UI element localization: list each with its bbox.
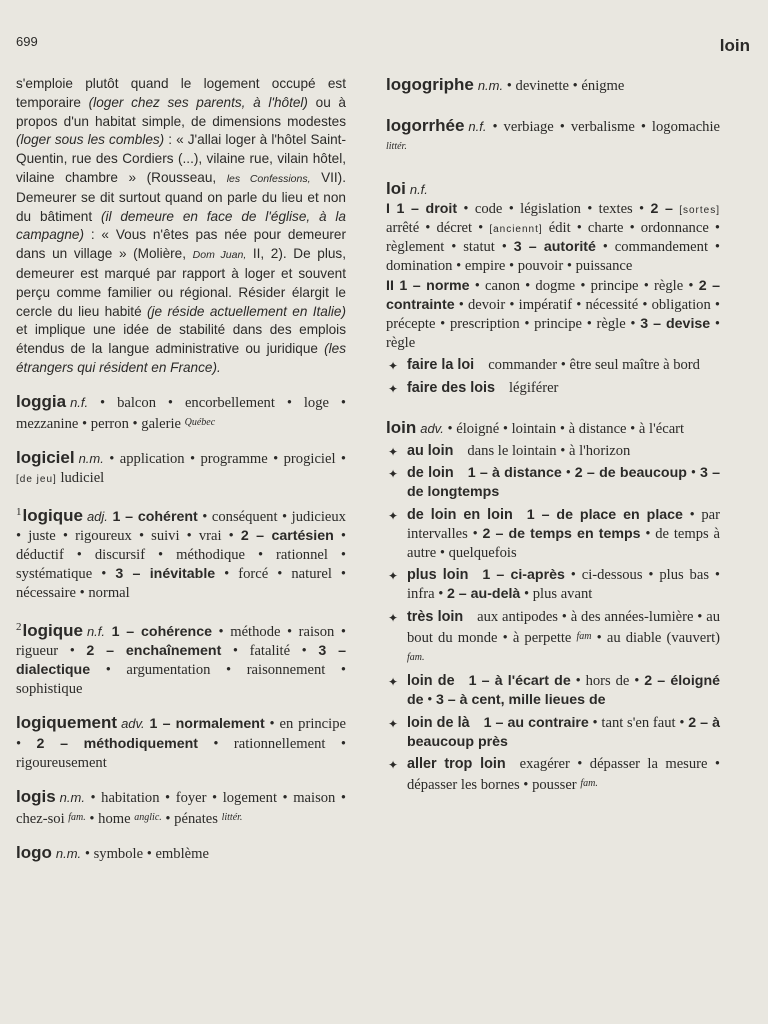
loi-expressions <box>386 356 720 397</box>
definition-text: Dom Juan, <box>192 249 247 262</box>
diamond-bullet-icon: ✦ <box>388 610 399 625</box>
sense-label: 1 – à l'écart de <box>468 673 571 690</box>
definition-text: : « Vous n'êtes pas née pour demeurer dans un village » (Molière, <box>16 227 346 262</box>
headword: loggia <box>16 391 67 411</box>
definition-text: • home <box>85 811 135 828</box>
usage-note: fam. <box>407 652 425 664</box>
sense-label: 1 – de place en place <box>526 506 683 523</box>
diamond-bullet-icon: ✦ <box>388 467 399 482</box>
definition-text: • forcé • naturel • nécessaire • normal <box>16 566 347 602</box>
definition-text: • déductif • discursif • méthodique • rationnel • systématique • <box>16 527 346 583</box>
part-of-speech: n.m. <box>477 78 504 93</box>
definition-text: • devoir • impératif • nécessité • obligation • précepte • prescription • principe • règle • <box>386 296 720 333</box>
definition-text: • habitation • foyer • logement • maison • chez-soi <box>16 790 346 828</box>
definition-text: et implique une idée de stabilité dans des emplois étendus de la langue administrative ou juridique <box>16 322 346 357</box>
part-of-speech: n.f. <box>86 623 106 639</box>
expression <box>386 566 720 604</box>
expression-phrase: aller trop loin <box>407 756 506 773</box>
definition-text: • ci-dessous • plus bas • infra • <box>407 567 720 603</box>
part-of-speech: adv. <box>420 420 444 436</box>
entry-loin-head <box>386 418 720 439</box>
sense-label: II 1 – norme <box>386 277 470 294</box>
sense-label: 2 – éloigné de <box>407 673 720 709</box>
continuation-paragraph <box>16 75 346 378</box>
expression <box>386 608 720 670</box>
part-of-speech: n.m. <box>78 451 104 467</box>
definition-text: exagérer • dépasser la mesure • dépasser les bornes • pousser <box>407 756 720 794</box>
entry-loin <box>386 418 720 796</box>
sense-label: 1 – à distance <box>467 465 562 482</box>
definition-text: les Confessions, <box>226 172 311 185</box>
entry-logiquement <box>16 713 346 773</box>
loi-senses <box>386 200 720 354</box>
definition-text: • hors de • <box>570 673 645 690</box>
entry-logorrhée <box>386 116 720 158</box>
definition-text: • au diable (vauvert) <box>591 629 720 646</box>
definition-text: arrêté • décret • <box>386 220 490 237</box>
definition-text: dans le lointain • à l'horizon <box>467 443 631 460</box>
expression <box>386 755 720 795</box>
usage-note: littér. <box>221 812 243 824</box>
page-number: 699 <box>16 34 38 49</box>
diamond-bullet-icon: ✦ <box>388 675 399 690</box>
diamond-bullet-icon: ✦ <box>388 508 399 523</box>
expression-phrase: faire des lois <box>407 379 495 396</box>
part-of-speech: n.f. <box>468 119 487 135</box>
entry-loi <box>386 179 720 200</box>
part-of-speech: adj. <box>86 508 108 524</box>
headword: logo <box>16 843 52 863</box>
sense-label: 2 – à beaucoup près <box>407 714 720 750</box>
definition-text: ludiciel <box>56 470 105 487</box>
definition-text: (loger sous les combles) <box>16 132 165 148</box>
entry-logis <box>16 787 346 829</box>
definition-text: • conséquent • judicieux • juste • rigoureux • suivi • vrai • <box>16 508 346 544</box>
sense-label: 2 – de beaucoup <box>574 465 687 482</box>
definition-text: ou à propos d'un habitat simple, de dimensions modestes <box>16 94 346 129</box>
sense-label: 3 – à cent, mille lieues de <box>435 692 606 709</box>
headword: logiquement <box>16 713 118 733</box>
expression <box>386 442 720 461</box>
definition-text: (je réside actuellement en Italie) <box>147 303 346 319</box>
definition-text: • méthode • raison • rigueur • <box>16 623 346 659</box>
register-label: [de jeu] <box>16 474 57 486</box>
headword: loin <box>386 417 417 437</box>
part-of-speech: n.f. <box>409 181 428 197</box>
sense-label: 1 – cohérent <box>112 508 198 525</box>
sense-label: 2 – contrainte <box>386 277 720 313</box>
homograph-number: 2 <box>16 620 22 633</box>
expression-phrase: de loin <box>407 465 454 482</box>
definition-text: • pénates <box>161 811 222 828</box>
definition-text: (il demeure en face de l'église, à la campagne) <box>16 208 346 243</box>
usage-note: Québec <box>184 416 216 428</box>
loi-sense-group <box>386 277 720 354</box>
headword: logorrhée <box>386 116 465 136</box>
definition-text: • application • programme • progiciel • <box>103 451 346 468</box>
definition-text: (les étrangers qui résident en France). <box>16 341 346 375</box>
usage-note: fam. <box>580 778 598 790</box>
sense-label: 2 – de temps en temps <box>482 525 641 542</box>
definition-text: • <box>561 465 575 482</box>
expression-phrase: au loin <box>407 443 454 460</box>
definition-text: commander • être seul maître à bord <box>488 357 700 374</box>
part-of-speech: n.m. <box>55 846 82 862</box>
entry-logo <box>16 843 346 864</box>
entry-logogriphe <box>386 75 720 96</box>
definition-text: • règle <box>386 316 721 352</box>
part-of-speech: n.f. <box>70 394 89 410</box>
diamond-bullet-icon: ✦ <box>388 716 399 731</box>
expression <box>386 672 720 710</box>
loi-sense-group <box>386 200 720 277</box>
register-label: [anciennt] <box>489 224 543 236</box>
headword: loi <box>386 178 406 198</box>
part-of-speech: n.m. <box>59 790 85 805</box>
definition-text: édit • charte • ordonnance • règlement • statut • <box>386 220 720 256</box>
definition-text: • fatalité • <box>221 642 319 659</box>
sense-label: I 1 – droit <box>386 200 458 217</box>
expression-phrase: très loin <box>407 608 464 625</box>
sense-label: 3 – de longtemps <box>407 465 721 501</box>
homograph-number: 1 <box>16 505 22 518</box>
definition-text: • <box>686 465 700 482</box>
expression-phrase: de loin en loin <box>407 506 513 523</box>
diamond-bullet-icon: ✦ <box>388 359 399 374</box>
expression <box>386 714 720 752</box>
sense-label: 1 – ci-après <box>482 567 565 584</box>
entry-logique <box>16 503 346 604</box>
definition-text: s'emploie plutôt quand le logement occupé est temporaire <box>16 76 346 110</box>
sense-label: 2 – cartésien <box>240 527 334 544</box>
usage-note: anglic. <box>134 812 162 824</box>
left-column <box>16 75 346 865</box>
expression <box>386 356 720 375</box>
expression <box>386 506 720 564</box>
definition-text: • éloigné • lointain • à distance • à l'écart <box>443 420 685 437</box>
definition-text: • par intervalles • <box>407 506 720 542</box>
definition-text: • balcon • encorbellement • loge • mezzanine • perron • galerie <box>16 394 346 432</box>
expression-phrase: loin de là <box>407 714 470 731</box>
usage-note: fam. <box>68 812 86 824</box>
definition-text: • canon • dogme • principe • règle • <box>469 277 699 294</box>
definition-text: • rationnellement • rigoureusement <box>16 735 346 771</box>
definition-text: légiférer <box>508 379 559 396</box>
sense-label: 2 – enchaînement <box>86 642 222 659</box>
headword: logis <box>16 787 56 806</box>
sense-label: 1 – normalement <box>149 716 265 733</box>
entry-logique <box>16 618 346 700</box>
definition-text: • code • législation • textes • <box>457 200 651 217</box>
sense-label: 3 – devise <box>640 316 711 333</box>
definition-text: (loger chez ses parents, à l'hôtel) <box>88 94 308 110</box>
headword: logogriphe <box>386 75 474 94</box>
diamond-bullet-icon: ✦ <box>388 445 399 460</box>
usage-note: fam <box>576 630 592 642</box>
definition-text: • plus avant <box>520 586 593 603</box>
usage-note: littér. <box>386 141 407 153</box>
expression-phrase: plus loin <box>407 567 469 584</box>
headword: logique <box>22 505 83 525</box>
definition-text: • <box>423 692 436 709</box>
sense-label: 3 – autorité <box>513 239 596 256</box>
sense-label: 2 – méthodiquement <box>36 735 198 752</box>
sense-label: 1 – cohérence <box>111 623 213 640</box>
diamond-bullet-icon: ✦ <box>388 758 399 773</box>
diamond-bullet-icon: ✦ <box>388 569 399 584</box>
headword: logiciel <box>16 448 75 468</box>
definition-text: aux antipodes • à des années-lumière • au bout du monde • à perpette <box>407 608 720 646</box>
right-column <box>386 75 720 796</box>
definition-text: • en principe • <box>16 716 346 752</box>
diamond-bullet-icon: ✦ <box>388 381 399 396</box>
sense-label: 3 – inévitable <box>115 566 216 583</box>
definition-text: • symbole • emblème <box>81 846 209 863</box>
expression <box>386 464 720 502</box>
definition-text: • argumentation • raisonnement • sophistique <box>16 661 346 698</box>
headword: logique <box>22 620 83 640</box>
sense-label: 2 – <box>650 200 673 217</box>
entry-loggia <box>16 392 346 434</box>
register-label: [sortes] <box>679 204 721 216</box>
expression <box>386 379 720 398</box>
running-head: loin <box>719 36 750 55</box>
entry-logiciel <box>16 448 346 488</box>
sense-label: 3 – dialectique <box>16 642 346 678</box>
definition-text: • devinette • énigme <box>503 78 625 94</box>
definition-text: • verbiage • verbalisme • logomachie <box>486 119 720 136</box>
definition-text: • de temps à autre • quelquefois <box>407 525 720 562</box>
definition-text: II, 2). De plus, demeurer est marqué par rapport à loger et souvent perçu comme familier ou régional. Résider élargit le cercle du lieu habité <box>16 246 346 319</box>
right-entries <box>386 75 720 200</box>
definition-text: : « J'allai loger à l'hôtel Saint-Quentin, rue des Cordiers (...), vilaine rue, vilain hôtel, vilaine chambre » (Rousseau, <box>16 132 346 185</box>
left-entries <box>16 392 346 865</box>
expression-phrase: loin de <box>407 673 455 690</box>
definition-text: • commandement • domination • empire • pouvoir • puissance <box>386 239 720 275</box>
definition-text: VII). Demeurer se dit surtout quand on parle du lieu et non du bâtiment <box>16 169 346 224</box>
sense-label: 2 – au-delà <box>446 586 521 603</box>
part-of-speech: adv. <box>121 716 145 732</box>
expression-phrase: faire la loi <box>407 357 475 374</box>
definition-text: • tant s'en faut • <box>588 714 689 731</box>
sense-label: 1 – au contraire <box>483 714 589 731</box>
